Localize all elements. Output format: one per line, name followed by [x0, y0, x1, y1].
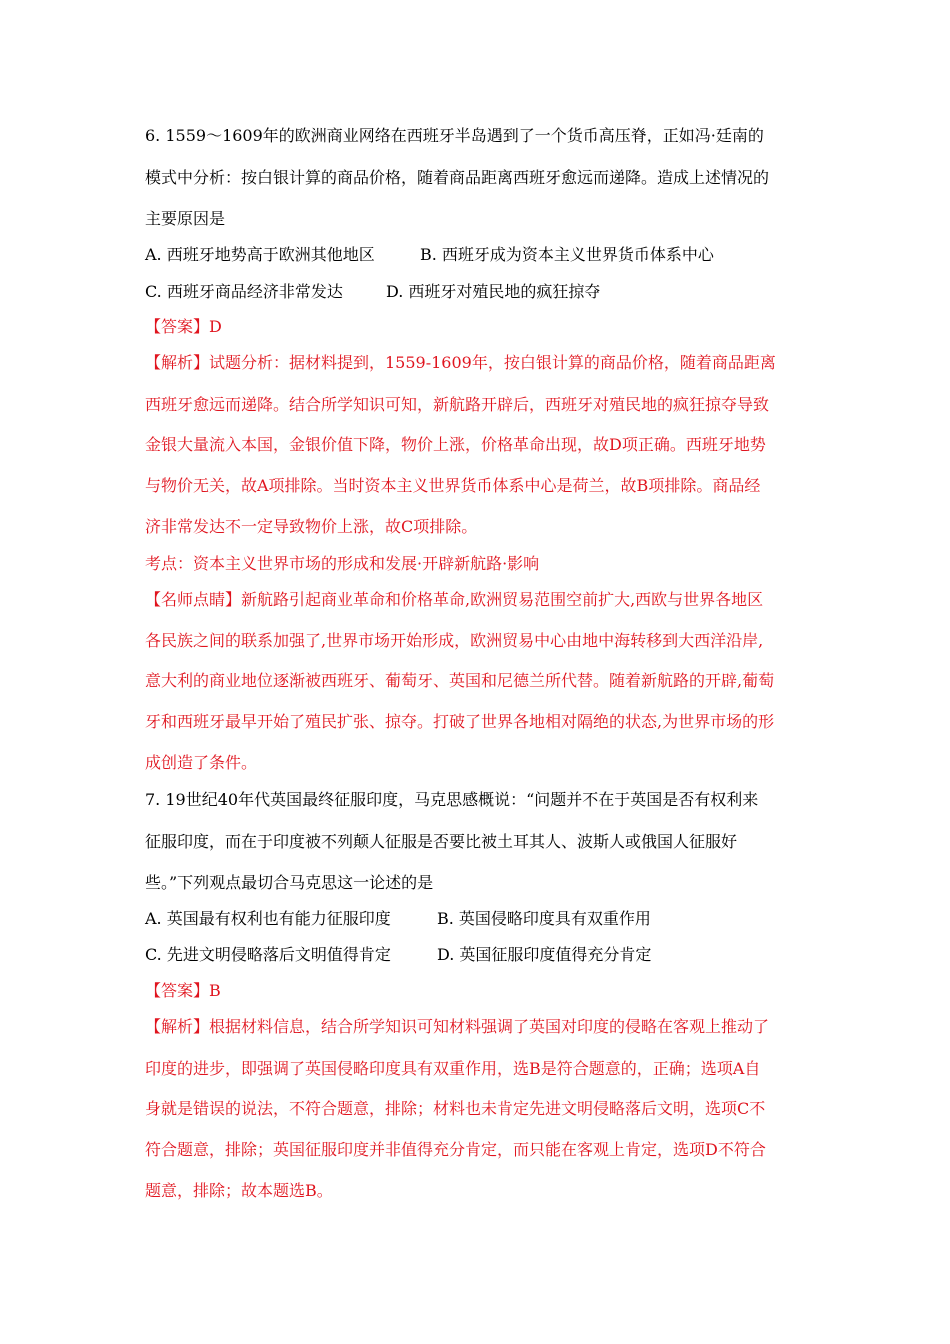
q6-analysis-line-4: 与物价无关，故A项排除。当时资本主义世界货币体系中心是荷兰，故B项排除。商品经	[145, 476, 761, 495]
q6-option-d: D. 西班牙对殖民地的疯狂掠夺	[386, 282, 601, 301]
q7-answer: 【答案】B	[145, 981, 221, 1000]
q6-option-a: A. 西班牙地势高于欧洲其他地区	[145, 245, 375, 264]
q7-option-b: B. 英国侵略印度具有双重作用	[437, 909, 651, 928]
q6-stem-line-3: 主要原因是	[145, 209, 226, 228]
q6-tip-line-2: 各民族之间的联系加强了,世界市场开始形成，欧洲贸易中心由地中海转移到大西洋沿岸,	[145, 631, 764, 650]
q6-option-b: B. 西班牙成为资本主义世界货币体系中心	[420, 245, 714, 264]
q7-option-a: A. 英国最有权利也有能力征服印度	[145, 909, 391, 928]
q6-option-c: C. 西班牙商品经济非常发达	[145, 282, 343, 301]
q6-tip-line-1: 【名师点睛】新航路引起商业革命和价格革命,欧洲贸易范围空前扩大,西欧与世界各地区	[145, 590, 764, 609]
q7-stem-line-2: 征服印度，而在于印度被不列颠人征服是否要比被土耳其人、波斯人或俄国人征服好	[145, 832, 738, 851]
q6-analysis-line-1: 【解析】试题分析：据材料提到，1559-1609年，按白银计算的商品价格，随着商品距离	[145, 353, 776, 372]
q6-analysis-line-2: 西班牙愈远而递降。结合所学知识可知，新航路开辟后，西班牙对殖民地的疯狂掠夺导致	[145, 395, 770, 414]
q7-option-c: C. 先进文明侵略落后文明值得肯定	[145, 945, 391, 964]
q7-stem-line-1: 7. 19世纪40年代英国最终征服印度，马克思感概说：“问题并不在于英国是否有权利来	[145, 790, 759, 809]
q6-tip-line-3: 意大利的商业地位逐渐被西班牙、葡萄牙、英国和尼德兰所代替。随着新航路的开辟,葡萄	[145, 671, 775, 690]
q6-tip-line-4: 牙和西班牙最早开始了殖民扩张、掠夺。打破了世界各地相对隔绝的状态,为世界市场的形	[145, 712, 775, 731]
q6-answer: 【答案】D	[145, 317, 222, 336]
q7-option-d: D. 英国征服印度值得充分肯定	[437, 945, 652, 964]
q7-analysis-line-1: 【解析】根据材料信息，结合所学知识可知材料强调了英国对印度的侵略在客观上推动了	[145, 1017, 770, 1036]
q6-stem-line-2: 模式中分析：按白银计算的商品价格，随着商品距离西班牙愈远而递降。造成上述情况的	[145, 168, 770, 187]
q7-analysis-line-2: 印度的进步，即强调了英国侵略印度具有双重作用，选B是符合题意的，正确；选项A自	[145, 1059, 761, 1078]
q7-analysis-line-3: 身就是错误的说法，不符合题意，排除；材料也未肯定先进文明侵略落后文明，选项C不	[145, 1099, 766, 1118]
q6-analysis-line-5: 济非常发达不一定导致物价上涨，故C项排除。	[145, 517, 478, 536]
q6-tip-line-5: 成创造了条件。	[145, 753, 258, 772]
q7-analysis-line-4: 符合题意，排除；英国征服印度并非值得充分肯定，而只能在客观上肯定，选项D不符合	[145, 1140, 766, 1159]
q7-analysis-line-5: 题意，排除；故本题选B。	[145, 1181, 333, 1200]
q6-analysis-line-3: 金银大量流入本国，金银价值下降，物价上涨，价格革命出现，故D项正确。西班牙地势	[145, 435, 766, 454]
q6-stem-line-1: 6. 1559～1609年的欧洲商业网络在西班牙半岛遇到了一个货币高压脊，正如冯·廷南的	[145, 126, 764, 145]
q7-stem-line-3: 些。”下列观点最切合马克思这一论述的是	[145, 873, 434, 892]
q6-kaodian: 考点：资本主义世界市场的形成和发展·开辟新航路·影响	[145, 554, 540, 573]
